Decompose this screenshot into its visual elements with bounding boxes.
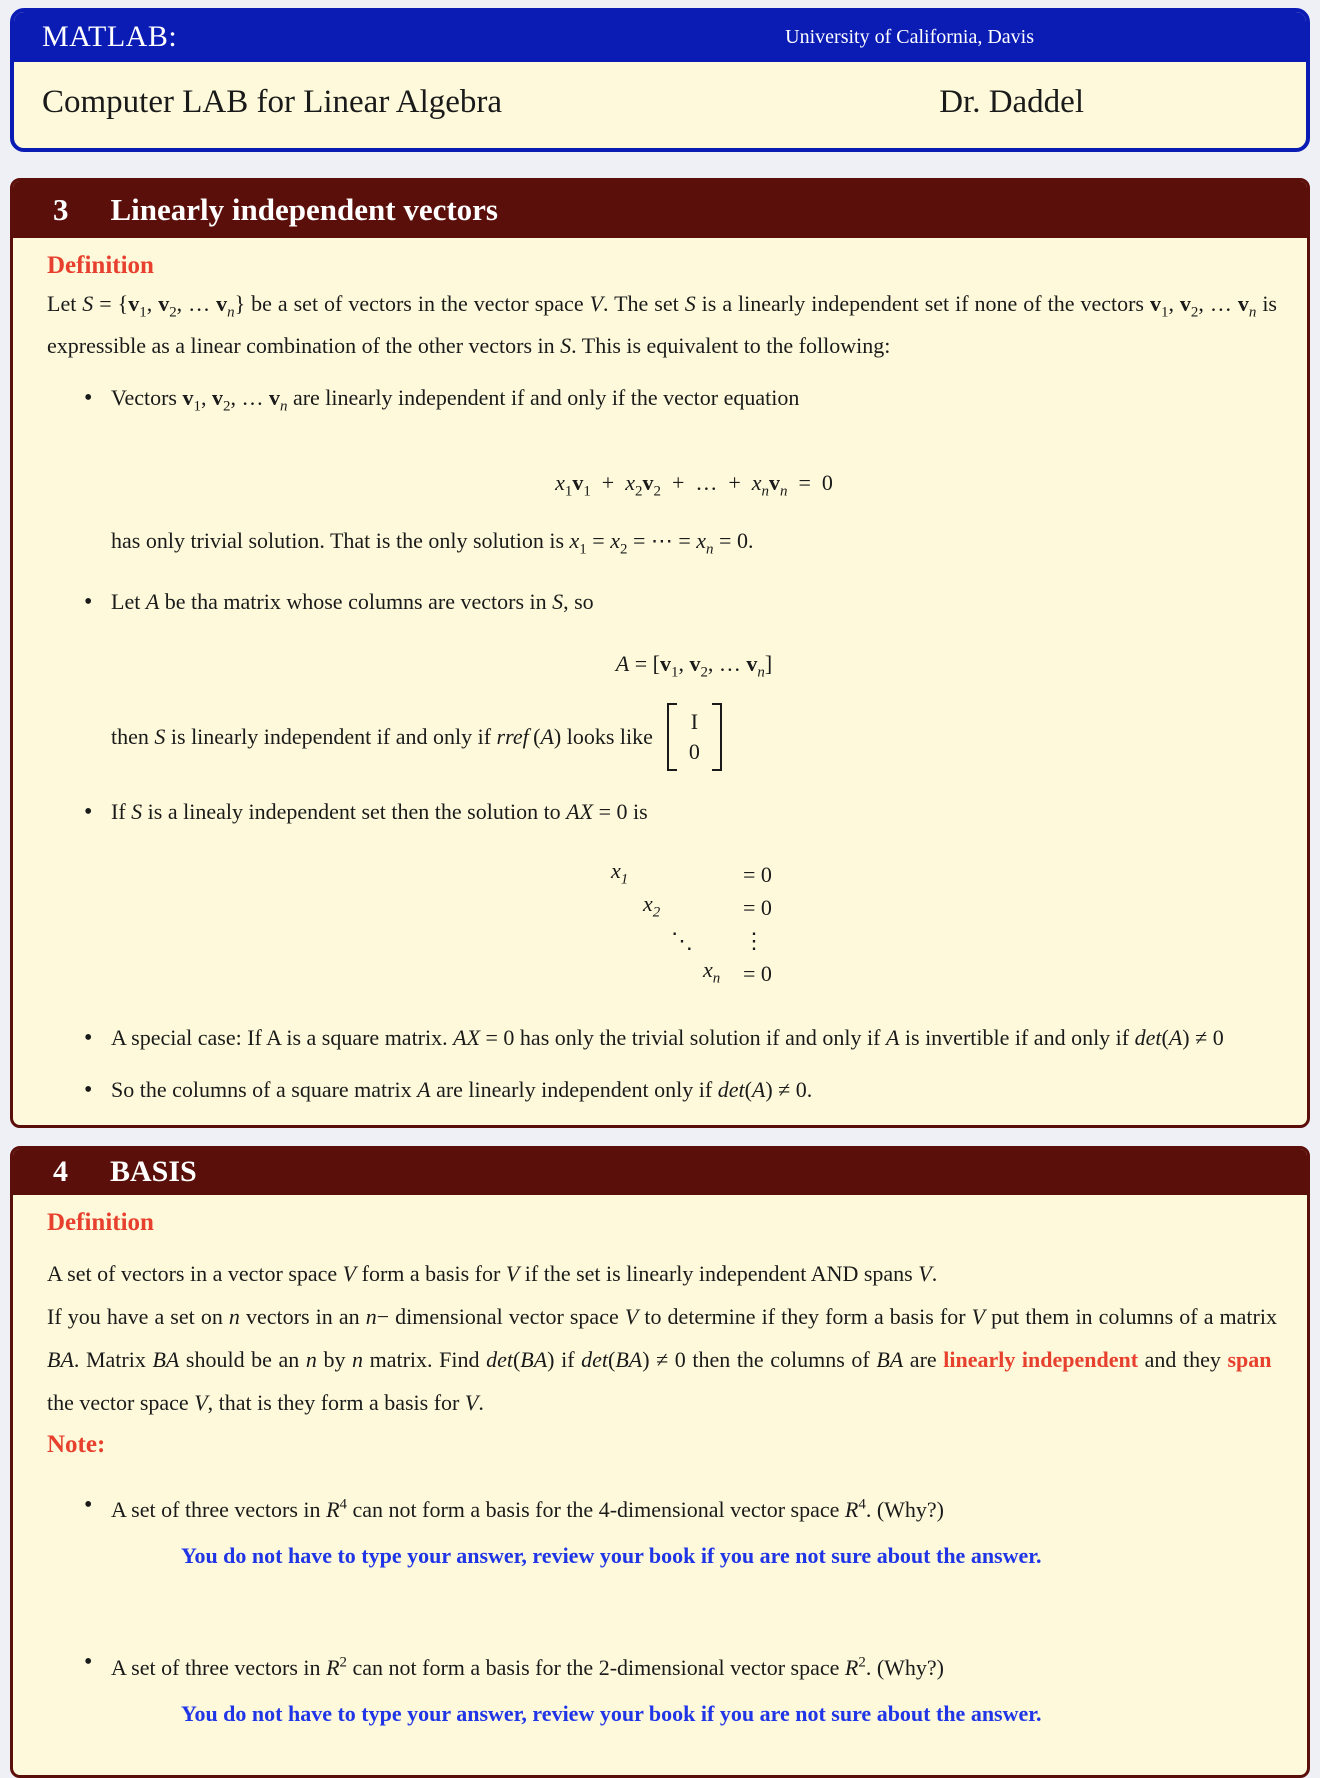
matrix-right-bracket bbox=[712, 703, 722, 771]
bullet-vector-equation bbox=[47, 381, 1277, 566]
matrix-entry-zero: 0 bbox=[688, 738, 700, 764]
matrix-left-bracket bbox=[667, 703, 677, 771]
section-4-bullet-list bbox=[47, 1488, 1277, 1731]
system-row-2-lhs: $x_2$ bbox=[643, 891, 661, 921]
bullet-determinant: • So the columns of a square matrix A are linearly independent only if det(A) ≠ 0. bbox=[47, 1073, 1277, 1107]
answer-note-r4: You do not have to type your answer, review your book if you are not sure about the answer. bbox=[181, 1543, 1042, 1569]
vector-equation: $x_1v_1 + x_2v_2$ + … + $x_nv_n = 0$ bbox=[555, 469, 833, 500]
section-3-card bbox=[10, 178, 1310, 1128]
app-title: MATLAB: bbox=[42, 20, 178, 53]
basis-definition-text: A set of vectors in a vector space V form a basis for V if the set is linearly independent AND spans V. bbox=[47, 1260, 938, 1286]
system-row-2 bbox=[611, 892, 1277, 925]
definition-label: Definition bbox=[47, 252, 154, 279]
equation-system bbox=[611, 859, 1277, 991]
bullet-1-text: Vectors $v_1$, $v_2$, … $v_n$ are linearly independent if and only if the vector equation bbox=[111, 385, 800, 415]
rref-line bbox=[111, 703, 1277, 771]
definition-text: Let $S = \{v_1$, $v_2$, … $v_n$} be a set of vectors in the vector space V. The set S is a linearly independent set if none of the vectors $v_1$, $v_2$, … $v_n$ is expressible as a linear combination of the other vectors in S. This is equivalent to the following: bbox=[47, 291, 1277, 359]
section-3-body bbox=[13, 251, 1307, 1125]
matrix-column bbox=[677, 703, 712, 771]
system-row-n bbox=[611, 958, 1277, 991]
system-row-n-rhs: = 0 bbox=[743, 961, 772, 987]
definition-label-basis: Definition bbox=[47, 1208, 154, 1236]
document-page bbox=[0, 8, 1320, 1776]
identity-zero-matrix bbox=[667, 703, 722, 771]
bullet-r4-basis bbox=[47, 1488, 1277, 1573]
bullet-solution-system bbox=[47, 795, 1277, 991]
bullet-r2-text: A set of three vectors in $R^2$ can not form a basis for the 2-dimensional vector space $R^2$. (Why?) bbox=[111, 1654, 945, 1680]
instructor-name: Dr. Daddel bbox=[939, 83, 1084, 120]
section-4-number: 4 bbox=[53, 1154, 68, 1188]
section-3-title: Linearly independent vectors bbox=[110, 191, 498, 227]
section-4-title: BASIS bbox=[110, 1154, 197, 1188]
system-row-2-rhs: = 0 bbox=[743, 895, 772, 921]
header-card bbox=[10, 8, 1310, 152]
section-3-bullet-list bbox=[47, 381, 1277, 1107]
course-title: Computer LAB for Linear Algebra bbox=[42, 83, 503, 120]
bullet-2-text: Let A be tha matrix whose columns are vectors in S, so bbox=[111, 588, 594, 614]
bullet-3-text: If S is a linealy independent set then the solution to AX = 0 is bbox=[111, 798, 648, 824]
system-row-dots-rhs: ⋮ bbox=[743, 928, 765, 954]
bullet-1-continuation: has only trivial solution. That is the only solution is $x_1 = x_2$ = ⋯ = $x_n = 0$. bbox=[111, 528, 754, 558]
section-3-number: 3 bbox=[53, 191, 69, 227]
system-row-1-lhs: $x_1$ bbox=[611, 858, 629, 888]
system-row-dots-lhs: ⋱ bbox=[671, 928, 693, 954]
basis-procedure-text: If you have a set on n vectors in an n− dimensional vector space V to determine if they form a basis for V put them in columns of a matrix BA. Matrix BA should be an n by n matrix. Find det(BA) if det(BA) ≠ 0 then the columns of BA are linearly independent and they span the vector space V, that is they form a basis for V. bbox=[47, 1303, 1278, 1415]
note-label: Note: bbox=[47, 1430, 106, 1458]
section-4-body bbox=[13, 1208, 1307, 1775]
section-4-header bbox=[13, 1149, 1307, 1195]
section-4-card bbox=[10, 1146, 1310, 1778]
bullet-r4-text: A set of three vectors in $R^4$ can not form a basis for the 4-dimensional vector space $R^4$. (Why?) bbox=[111, 1496, 945, 1523]
system-row-n-lhs: $x_n$ bbox=[703, 957, 721, 987]
section-3-header bbox=[13, 181, 1307, 238]
header-body bbox=[14, 62, 1306, 148]
matrix-a-equation: $A = [v_1$, $v_2$, … $v_n$] bbox=[615, 650, 773, 680]
bullet-matrix-columns bbox=[47, 585, 1277, 771]
system-row-1-rhs: = 0 bbox=[743, 862, 772, 888]
answer-note-r2: You do not have to type your answer, review your book if you are not sure about the answer. bbox=[181, 1700, 1042, 1726]
bullet-special-case: • A special case: If A is a square matrix. AX = 0 has only the trivial solution if and only if A is invertible if and only if det(A) ≠ 0 bbox=[47, 1021, 1277, 1055]
bullet-2-continuation: then S is linearly independent if and only if rref (A) looks like bbox=[111, 723, 653, 749]
bullet-r2-basis bbox=[47, 1645, 1277, 1730]
matrix-entry-identity: I bbox=[690, 708, 699, 734]
header-blue-bar bbox=[14, 12, 1306, 62]
institution-name: University of California, Davis bbox=[785, 25, 1034, 48]
